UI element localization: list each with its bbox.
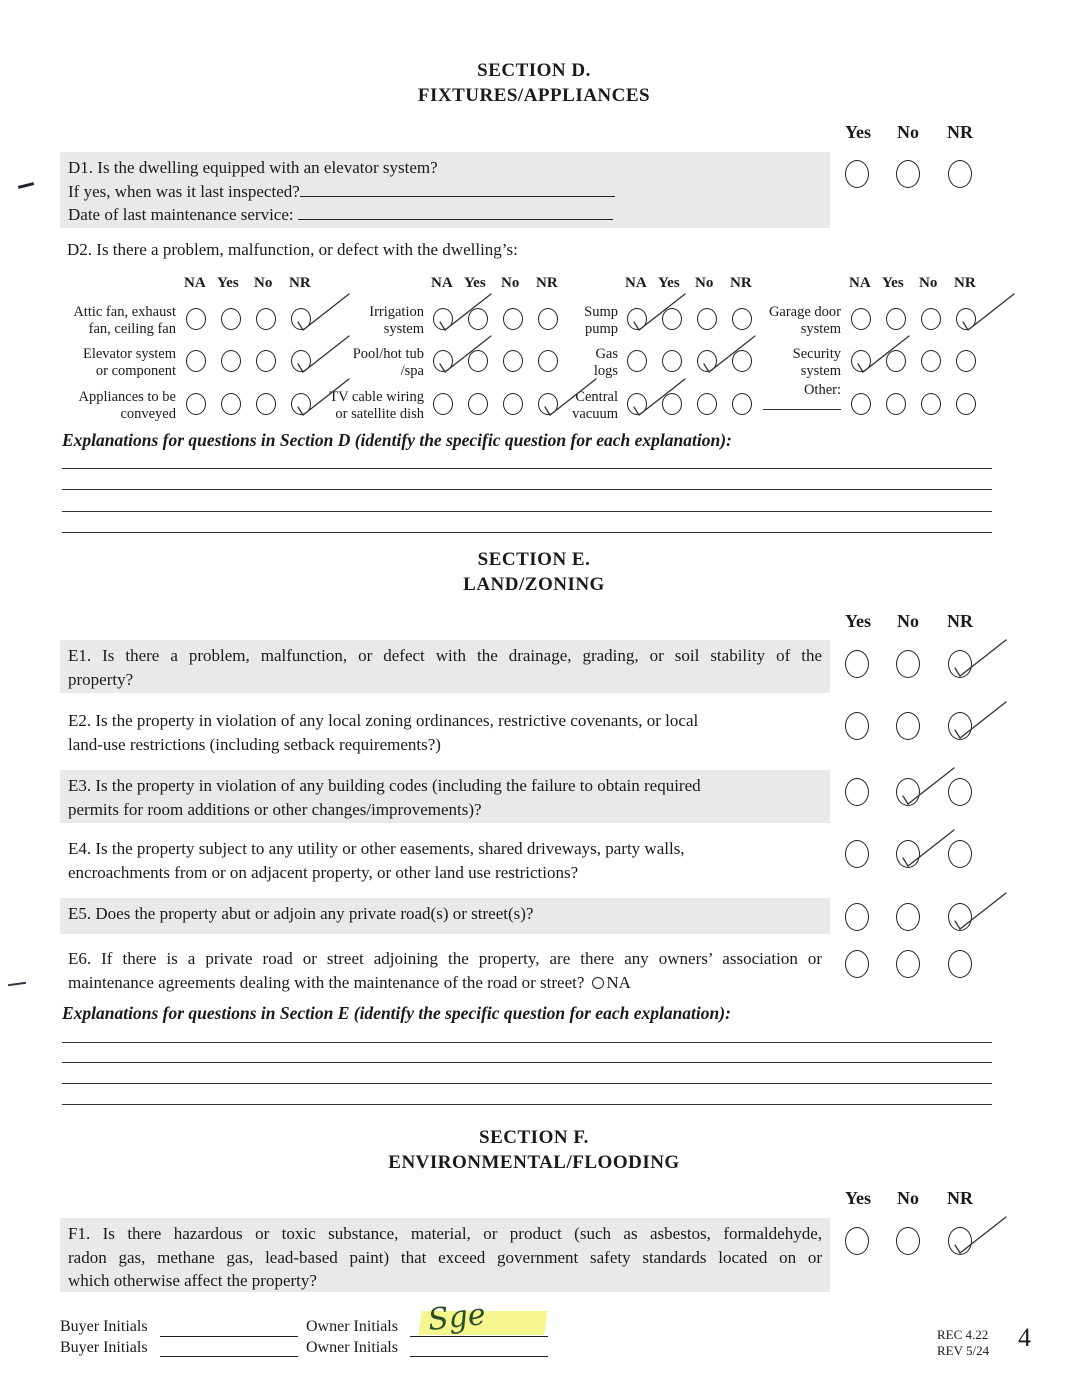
d2-radio-nr[interactable] bbox=[732, 350, 752, 372]
d2-radio-no[interactable] bbox=[697, 393, 717, 415]
e2-radio-yes[interactable] bbox=[845, 712, 869, 740]
section-f-subtitle: ENVIRONMENTAL/FLOODING bbox=[388, 1152, 680, 1173]
d2-item-label-line-1: Appliances to be bbox=[78, 389, 176, 405]
d2-item-label-line-1: Sump bbox=[584, 304, 618, 320]
e5-radio-no[interactable] bbox=[896, 903, 920, 931]
e1-text-line-1: E1. Is there a problem, malfunction, or defect with the drainage, grading, or soil stability of the bbox=[68, 646, 822, 665]
section-e-explanation-line-1[interactable] bbox=[62, 1042, 992, 1043]
d2-item-label-line-1: Attic fan, exhaust bbox=[73, 304, 176, 320]
question-d1 bbox=[60, 152, 830, 228]
buyer-initials-label-1: Buyer Initials bbox=[60, 1318, 148, 1335]
f1-text-line-3: which otherwise affect the property? bbox=[68, 1271, 317, 1290]
d2-radio-na[interactable] bbox=[433, 308, 453, 330]
d1-inspected-field[interactable] bbox=[300, 180, 615, 197]
e3-radio-no[interactable] bbox=[896, 778, 920, 806]
e4-radio-no[interactable] bbox=[896, 840, 920, 868]
e6-na-radio[interactable] bbox=[592, 977, 604, 989]
question-e5 bbox=[60, 898, 830, 934]
d2-col-header-yes: Yes bbox=[217, 275, 239, 291]
e1-radio-yes[interactable] bbox=[845, 650, 869, 678]
d2-radio-yes[interactable] bbox=[886, 308, 906, 330]
d2-col-header-no: No bbox=[501, 275, 520, 291]
e6-na-option[interactable] bbox=[592, 973, 631, 992]
d2-radio-nr[interactable] bbox=[538, 393, 558, 415]
d2-radio-yes[interactable] bbox=[221, 350, 241, 372]
section-d-explanation-line-4[interactable] bbox=[62, 532, 992, 533]
d2-radio-no[interactable] bbox=[697, 308, 717, 330]
d2-radio-na[interactable] bbox=[627, 350, 647, 372]
e1-radio-no[interactable] bbox=[896, 650, 920, 678]
e2-text-line-1: E2. Is the property in violation of any local zoning ordinances, restrictive covenants, or local bbox=[68, 711, 699, 730]
d2-radio-yes[interactable] bbox=[221, 308, 241, 330]
e6-na-label: NA bbox=[606, 972, 631, 992]
d2-item-label-line-2: or component bbox=[95, 363, 176, 379]
d2-radio-na[interactable] bbox=[851, 393, 871, 415]
d2-item-label bbox=[584, 304, 618, 338]
d2-col-header-yes: Yes bbox=[464, 275, 486, 291]
d1-radio-no[interactable] bbox=[896, 160, 920, 188]
buyer-initials-field-2[interactable] bbox=[160, 1356, 298, 1357]
d2-other-field[interactable] bbox=[763, 409, 841, 410]
d2-radio-nr[interactable] bbox=[956, 393, 976, 415]
d2-item-label bbox=[572, 389, 618, 423]
d2-item-label-line-2: /spa bbox=[400, 363, 424, 379]
section-d-heading bbox=[0, 58, 1068, 108]
f1-text-line-2: radon gas, methane gas, lead-based paint) that exceed government safety standards located on or bbox=[68, 1247, 822, 1267]
owner-initials-label-1: Owner Initials bbox=[306, 1318, 398, 1335]
form-code: REC 4.22 bbox=[937, 1327, 989, 1342]
d2-radio-na[interactable] bbox=[186, 393, 206, 415]
d2-radio-nr[interactable] bbox=[732, 308, 752, 330]
question-e3 bbox=[60, 770, 830, 823]
owner-initials-label-2: Owner Initials bbox=[306, 1339, 398, 1356]
d2-radio-nr[interactable] bbox=[291, 393, 311, 415]
e3-radio-yes[interactable] bbox=[845, 778, 869, 806]
e1-radio-nr[interactable] bbox=[948, 650, 972, 678]
d2-item-label bbox=[353, 346, 424, 380]
e2-radio-nr[interactable] bbox=[948, 712, 972, 740]
d2-radio-no[interactable] bbox=[921, 308, 941, 330]
d2-radio-nr[interactable] bbox=[538, 350, 558, 372]
e1-text-line-2: property? bbox=[68, 669, 134, 689]
d2-item-label-line-2: or satellite dish bbox=[335, 406, 424, 422]
e6-text-line-1: E6. If there is a private road or street adjoining the property, are there any owners’ association or bbox=[68, 949, 822, 968]
d2-item-label bbox=[793, 346, 841, 380]
d2-item-label-line-1: Central bbox=[575, 389, 618, 405]
d2-radio-na[interactable] bbox=[433, 350, 453, 372]
d2-col-header-yes: Yes bbox=[882, 275, 904, 291]
d2-item-label-line-1: Security bbox=[792, 346, 841, 362]
e3-text-line-2: permits for room additions or other changes/improvements)? bbox=[68, 799, 482, 819]
owner-initials-field-2[interactable] bbox=[410, 1356, 548, 1357]
d2-radio-nr[interactable] bbox=[956, 308, 976, 330]
d2-item-label-line-2: system bbox=[800, 363, 841, 379]
d2-radio-no[interactable] bbox=[921, 393, 941, 415]
d2-radio-yes[interactable] bbox=[468, 308, 488, 330]
d2-item-label-line-1: Pool/hot tub bbox=[352, 346, 424, 362]
d2-radio-nr[interactable] bbox=[732, 393, 752, 415]
buyer-initials-field-1[interactable] bbox=[160, 1336, 298, 1337]
d2-radio-na[interactable] bbox=[851, 350, 871, 372]
d2-radio-yes[interactable] bbox=[221, 393, 241, 415]
question-e1 bbox=[60, 640, 830, 693]
section-d-explanation-label: Explanations for questions in Section D (identify the specific question for each explanation): bbox=[62, 430, 732, 450]
e5-text-line-1: E5. Does the property abut or adjoin any private road(s) or street(s)? bbox=[68, 904, 534, 923]
e-header-nr: NR bbox=[947, 611, 973, 631]
d1-radio-yes[interactable] bbox=[845, 160, 869, 188]
d2-radio-yes[interactable] bbox=[662, 393, 682, 415]
d2-radio-no[interactable] bbox=[256, 308, 276, 330]
d2-col-header-nr: NR bbox=[954, 275, 976, 291]
e2-text-line-2: land-use restrictions (including setback requirements?) bbox=[68, 734, 441, 754]
f-header-nr: NR bbox=[947, 1188, 973, 1208]
f1-radio-no[interactable] bbox=[896, 1227, 920, 1255]
f1-radio-yes[interactable] bbox=[845, 1227, 869, 1255]
section-e-subtitle: LAND/ZONING bbox=[463, 574, 605, 595]
d2-radio-na[interactable] bbox=[186, 350, 206, 372]
d2-item-label-line-1: Gas bbox=[595, 346, 618, 362]
f-header-no: No bbox=[897, 1188, 919, 1208]
e6-radio-no[interactable] bbox=[896, 950, 920, 978]
d2-item-label bbox=[804, 382, 841, 399]
d2-item-label-line-2: logs bbox=[593, 363, 618, 379]
e4-text-line-2: encroachments from or on adjacent property, or other land use restrictions? bbox=[68, 862, 579, 882]
d-header-yes: Yes bbox=[845, 122, 871, 142]
e5-radio-yes[interactable] bbox=[845, 903, 869, 931]
f-header-yes: Yes bbox=[845, 1188, 871, 1208]
d2-radio-na[interactable] bbox=[627, 393, 647, 415]
d2-radio-yes[interactable] bbox=[662, 350, 682, 372]
d2-radio-no[interactable] bbox=[921, 350, 941, 372]
d2-radio-no[interactable] bbox=[256, 393, 276, 415]
section-e-explanation-line-2[interactable] bbox=[62, 1062, 992, 1063]
d2-question: D2. Is there a problem, malfunction, or defect with the dwelling’s: bbox=[67, 240, 518, 259]
e6-radio-yes[interactable] bbox=[845, 950, 869, 978]
d1-question-text: D1. Is the dwelling equipped with an elevator system? bbox=[68, 158, 438, 177]
d1-radio-nr[interactable] bbox=[948, 160, 972, 188]
d2-item-label-line-1: Irrigation bbox=[369, 304, 424, 320]
d2-radio-no[interactable] bbox=[503, 393, 523, 415]
owner-initials-signature: Sge bbox=[426, 1297, 488, 1338]
section-e-explanation-label: Explanations for questions in Section E (identify the specific question for each explanation): bbox=[62, 1003, 731, 1023]
d1-maintenance-label: Date of last maintenance service: bbox=[68, 205, 294, 224]
d2-radio-na[interactable] bbox=[851, 308, 871, 330]
question-e4 bbox=[60, 833, 830, 886]
d-header-nr: NR bbox=[947, 122, 973, 142]
e6-text-line-2: maintenance agreements dealing with the maintenance of the road or street? bbox=[68, 972, 585, 992]
d2-item-label-line-2: system bbox=[800, 321, 841, 337]
section-d-explanation-line-3[interactable] bbox=[62, 511, 992, 512]
e4-radio-nr[interactable] bbox=[948, 840, 972, 868]
d2-radio-na[interactable] bbox=[186, 308, 206, 330]
d2-item-label bbox=[83, 346, 176, 380]
d2-item-label-line-1: Elevator system bbox=[82, 346, 176, 362]
page-number: 4 bbox=[1018, 1323, 1031, 1352]
d2-item-label-line-1: Garage door bbox=[768, 304, 841, 320]
section-f-title: SECTION F. bbox=[479, 1127, 589, 1148]
section-d-explanation-line-2[interactable] bbox=[62, 489, 992, 490]
f1-text-line-1: F1. Is there hazardous or toxic substance, material, or product (such as asbestos, formaldehyde, bbox=[68, 1224, 822, 1243]
section-e-explanation-line-3[interactable] bbox=[62, 1083, 992, 1084]
d2-item-label-line-2: fan, ceiling fan bbox=[88, 321, 176, 337]
d2-col-header-no: No bbox=[919, 275, 938, 291]
section-e-heading bbox=[0, 547, 1068, 597]
e2-radio-no[interactable] bbox=[896, 712, 920, 740]
e3-radio-nr[interactable] bbox=[948, 778, 972, 806]
section-f-heading bbox=[0, 1125, 1068, 1175]
d2-radio-yes[interactable] bbox=[886, 350, 906, 372]
section-d-explanation-line-1[interactable] bbox=[62, 468, 992, 469]
margin-mark bbox=[18, 182, 34, 189]
d2-radio-nr[interactable] bbox=[538, 308, 558, 330]
e4-radio-yes[interactable] bbox=[845, 840, 869, 868]
d2-item-label bbox=[73, 304, 176, 338]
d2-radio-yes[interactable] bbox=[886, 393, 906, 415]
e-header-no: No bbox=[897, 611, 919, 631]
margin-mark bbox=[8, 982, 26, 986]
d2-radio-nr[interactable] bbox=[291, 350, 311, 372]
d2-col-header-yes: Yes bbox=[658, 275, 680, 291]
d2-item-label bbox=[79, 389, 176, 423]
d2-radio-na[interactable] bbox=[433, 393, 453, 415]
buyer-initials-label-2: Buyer Initials bbox=[60, 1339, 148, 1356]
d2-radio-nr[interactable] bbox=[291, 308, 311, 330]
d2-item-label bbox=[769, 304, 841, 338]
form-revision: REV 5/24 bbox=[937, 1343, 990, 1358]
d-header-no: No bbox=[897, 122, 919, 142]
d2-radio-nr[interactable] bbox=[956, 350, 976, 372]
d1-inspected-label: If yes, when was it last inspected? bbox=[68, 181, 300, 201]
section-e-title: SECTION E. bbox=[477, 549, 591, 570]
d2-item-label-line-2: conveyed bbox=[120, 406, 176, 422]
question-e2 bbox=[60, 705, 830, 758]
d2-col-header-nr: NR bbox=[730, 275, 752, 291]
d2-item-label-line-2: vacuum bbox=[572, 406, 618, 422]
d2-col-header-nr: NR bbox=[289, 275, 311, 291]
d2-item-label-line-1: TV cable wiring bbox=[329, 389, 424, 405]
d2-radio-no[interactable] bbox=[697, 350, 717, 372]
e4-text-line-1: E4. Is the property subject to any utility or other easements, shared driveways, party walls, bbox=[68, 839, 685, 858]
d2-col-header-nr: NR bbox=[536, 275, 558, 291]
section-d-subtitle: FIXTURES/APPLIANCES bbox=[417, 85, 651, 106]
d1-maintenance-field[interactable] bbox=[298, 203, 613, 220]
d2-radio-no[interactable] bbox=[503, 350, 523, 372]
d2-item-label bbox=[594, 346, 618, 380]
d2-col-header-na: NA bbox=[184, 275, 206, 291]
question-f1 bbox=[60, 1218, 830, 1292]
f1-radio-nr[interactable] bbox=[948, 1227, 972, 1255]
e6-radio-nr[interactable] bbox=[948, 950, 972, 978]
d2-item-label-line-2: system bbox=[383, 321, 424, 337]
d2-col-header-na: NA bbox=[849, 275, 871, 291]
d2-col-header-no: No bbox=[254, 275, 273, 291]
d2-item-label bbox=[329, 389, 424, 423]
d2-radio-yes[interactable] bbox=[662, 308, 682, 330]
d2-col-header-no: No bbox=[695, 275, 714, 291]
e3-text-line-1: E3. Is the property in violation of any building codes (including the failure to obtain required bbox=[68, 776, 701, 795]
e5-radio-nr[interactable] bbox=[948, 903, 972, 931]
d2-col-header-na: NA bbox=[625, 275, 647, 291]
d2-radio-yes[interactable] bbox=[468, 393, 488, 415]
d2-col-header-na: NA bbox=[431, 275, 453, 291]
section-e-explanation-line-4[interactable] bbox=[62, 1104, 992, 1105]
d2-item-label-line-1: Other: bbox=[803, 382, 841, 398]
section-d-title: SECTION D. bbox=[477, 60, 591, 81]
d2-item-label-line-2: pump bbox=[584, 321, 618, 337]
d2-radio-no[interactable] bbox=[256, 350, 276, 372]
d2-radio-na[interactable] bbox=[627, 308, 647, 330]
e-header-yes: Yes bbox=[845, 611, 871, 631]
question-e6 bbox=[60, 943, 830, 995]
d2-item-label bbox=[369, 304, 424, 338]
d2-radio-no[interactable] bbox=[503, 308, 523, 330]
d2-radio-yes[interactable] bbox=[468, 350, 488, 372]
